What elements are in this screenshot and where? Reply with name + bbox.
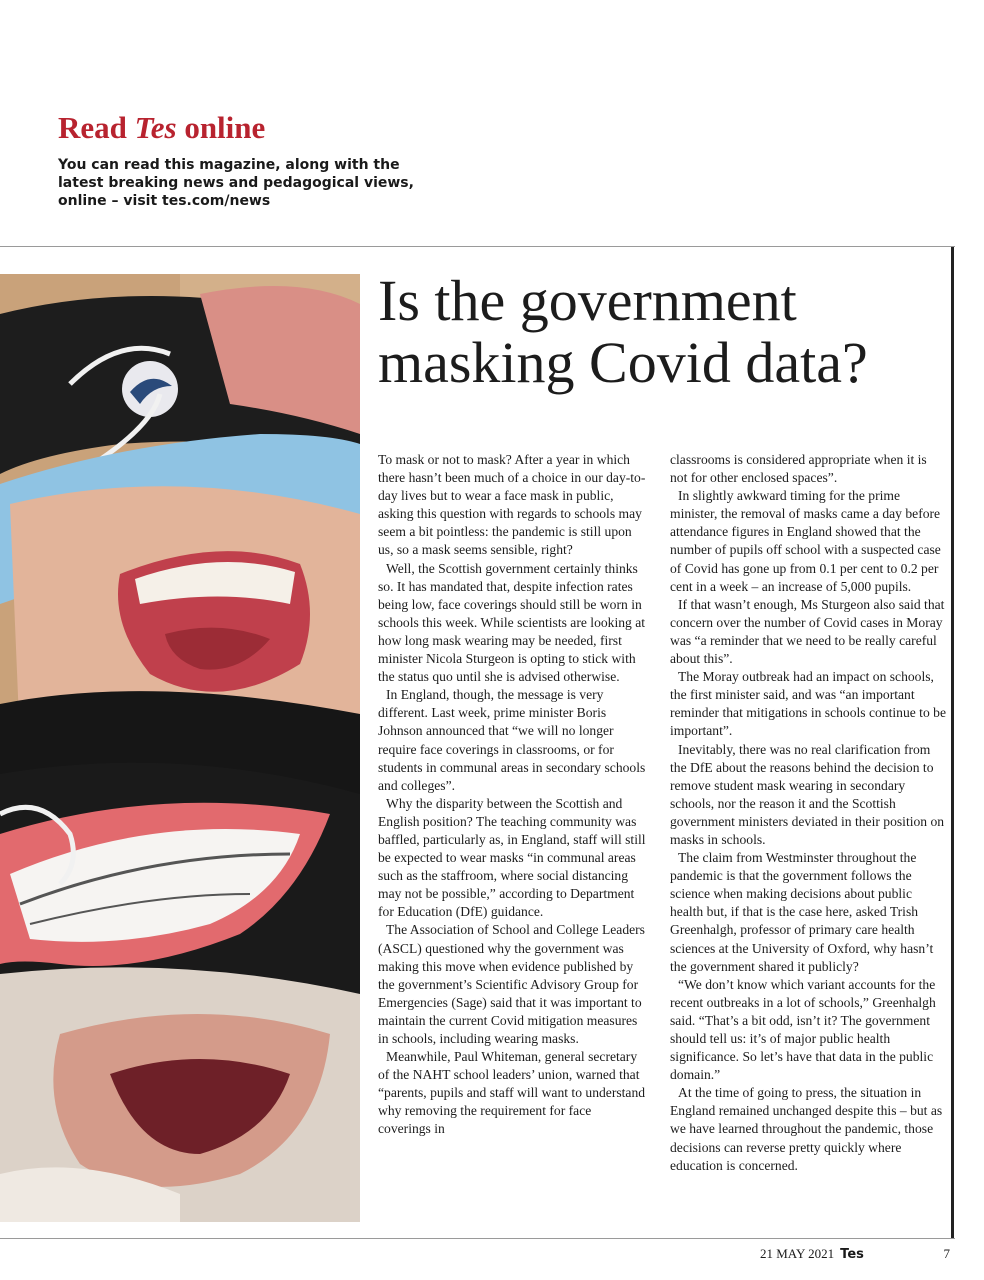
paragraph: classrooms is considered appropriate when it is not for other enclosed spaces”. [670, 452, 927, 486]
right-divider [951, 247, 954, 1239]
paragraph: Well, the Scottish government certainly thinks so. It has mandated that, despite infection rates being low, face coverings should still be worn in schools this week. While scientists are looking at how long mask wearing may be needed, first minister Nicola Sturgeon is opting to stick with the status quo until she is advised otherwise. [378, 560, 646, 685]
page-number: 7 [943, 1246, 950, 1261]
paragraph: In England, though, the message is very different. Last week, prime minister Boris Johnson announced that “we will no longer require face coverings in classrooms, or for students in communal areas in secondary schools and colleges”. [378, 687, 646, 793]
issue-date: 21 MAY 2021 [760, 1246, 835, 1261]
article-column-2 [670, 451, 946, 1175]
paragraph: The Moray outbreak had an impact on schools, the first minister said, and was “an important reminder that mitigations in schools continue to be important”. [670, 669, 946, 739]
paragraph: If that wasn’t enough, Ms Sturgeon also said that concern over the number of Covid cases in Moray was “a reminder that we need to be really careful about this”. [670, 596, 945, 667]
promo-brand: Tes [134, 110, 177, 145]
paragraph: To mask or not to mask? After a year in which there hasn’t been much of a choice in our day-to-day lives but to wear a face mask in public, asking this question with regards to schools may seem a bit pointless: the pandemic is still upon us, so a mask seems sensible, right? [378, 452, 646, 558]
paragraph: Meanwhile, Paul Whiteman, general secretary of the NAHT school leaders’ union, warned that “parents, pupils and staff will want to understand why removing the requirement for face coverings in [378, 1049, 646, 1137]
paragraph: Inevitably, there was no real clarification from the DfE about the reasons behind the decision to remove student mask wearing in secondary schools, nor the reason it and the Scottish government ministers deviated in their position on masks in schools. [670, 741, 945, 847]
article-column-1 [378, 451, 646, 1139]
paragraph: “We don’t know which variant accounts for the recent outbreaks in a lot of schools,” Greenhalgh said. “That’s a bit odd, isn’t it? The government should tell us: it’s of major public health significance. So let’s have that data in the public domain.” [670, 976, 936, 1083]
footer-brand: Tes [840, 1246, 864, 1262]
promo-text: You can read this magazine, along with the latest breaking news and pedagogical views, online – visit tes.com/news [58, 157, 414, 209]
paragraph: The claim from Westminster throughout the pandemic is that the government follows the science when making decisions about public health but, if that is the case here, asked Trish Greenhalgh, professor of primary care health sciences at the University of Oxford, why hasn’t the government shared it publicly? [670, 850, 934, 974]
paragraph: The Association of School and College Leaders (ASCL) questioned why the government was making this move when evidence published by the government’s Scientific Advisory Group for Emergencies (Sage) said that it was important to maintain the current Covid mitigation measures in schools, including wearing masks. [378, 922, 645, 1046]
article-headline: Is the government masking Covid data? [378, 268, 868, 395]
paragraph: In slightly awkward timing for the prime minister, the removal of masks came a day before attendance figures in England showed that the number of pupils off school with a suspected case of Covid has gone up from 0.1 per cent to 0.2 per cent in a week – an increase of 5,000 pupils. [670, 488, 941, 594]
paragraph: Why the disparity between the Scottish and English position? The teaching community was baffled, particularly as, in England, staff will still be expected to wear masks “in communal areas such as the staffroom, where social distancing may not be possible,” according to Department for Education (DfE) guidance. [378, 795, 646, 920]
page-footer [760, 1246, 950, 1262]
masks-photo [0, 274, 360, 1222]
paragraph: At the time of going to press, the situation in England remained unchanged despite this – but as we have learned throughout the pandemic, those decisions can reverse pretty quickly where education is concerned. [670, 1085, 943, 1173]
promo-box [58, 108, 478, 210]
promo-title: Read Tes online [58, 110, 266, 145]
top-divider [0, 246, 955, 247]
bottom-divider [0, 1238, 955, 1239]
